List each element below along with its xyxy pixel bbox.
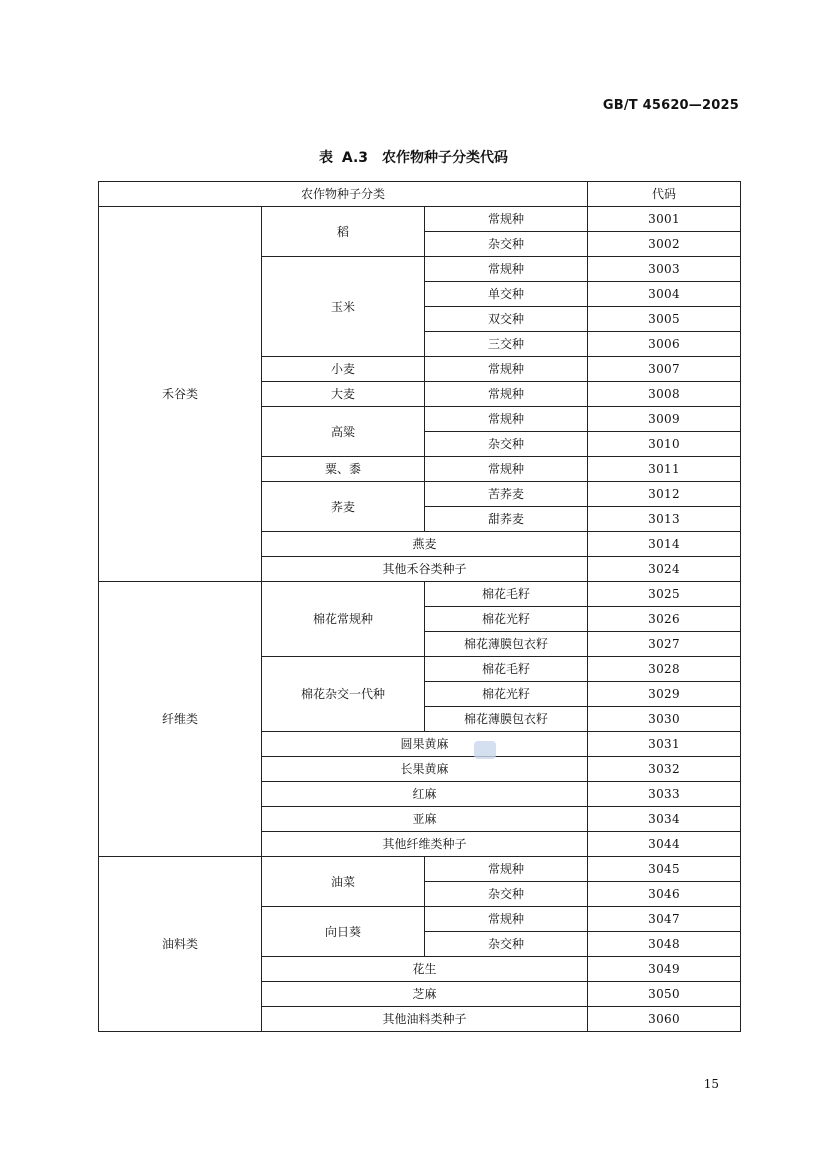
- variety-cell: 常规种: [425, 257, 588, 282]
- crop-cell: 大麦: [262, 382, 425, 407]
- table-header-row: [99, 182, 741, 207]
- code-cell: 3047: [588, 907, 741, 932]
- code-cell: 3045: [588, 857, 741, 882]
- table-row: [99, 582, 741, 607]
- merged-crop-cell: 圆果黄麻: [262, 732, 588, 757]
- code-cell: 3050: [588, 982, 741, 1007]
- code-cell: 3033: [588, 782, 741, 807]
- variety-cell: 常规种: [425, 457, 588, 482]
- code-cell: 3010: [588, 432, 741, 457]
- merged-crop-cell: 花生: [262, 957, 588, 982]
- variety-cell: 苦荞麦: [425, 482, 588, 507]
- merged-crop-cell: 长果黄麻: [262, 757, 588, 782]
- code-cell: 3003: [588, 257, 741, 282]
- merged-crop-cell: 其他油料类种子: [262, 1007, 588, 1032]
- crop-cell: 油菜: [262, 857, 425, 907]
- code-cell: 3032: [588, 757, 741, 782]
- merged-crop-cell: 其他纤维类种子: [262, 832, 588, 857]
- crop-seed-code-table: [98, 181, 741, 1032]
- variety-cell: 杂交种: [425, 432, 588, 457]
- table-row: [99, 857, 741, 882]
- table-row: [99, 207, 741, 232]
- variety-cell: 甜荞麦: [425, 507, 588, 532]
- crop-cell: 小麦: [262, 357, 425, 382]
- merged-crop-cell: 其他禾谷类种子: [262, 557, 588, 582]
- code-cell: 3005: [588, 307, 741, 332]
- variety-cell: 棉花毛籽: [425, 582, 588, 607]
- variety-cell: 常规种: [425, 207, 588, 232]
- variety-cell: 常规种: [425, 907, 588, 932]
- crop-cell: 玉米: [262, 257, 425, 357]
- code-cell: 3009: [588, 407, 741, 432]
- variety-cell: 棉花光籽: [425, 607, 588, 632]
- variety-cell: 常规种: [425, 407, 588, 432]
- code-cell: 3002: [588, 232, 741, 257]
- code-cell: 3027: [588, 632, 741, 657]
- code-cell: 3004: [588, 282, 741, 307]
- crop-cell: 棉花杂交一代种: [262, 657, 425, 732]
- crop-cell: 粟、黍: [262, 457, 425, 482]
- code-cell: 3030: [588, 707, 741, 732]
- code-cell: 3001: [588, 207, 741, 232]
- merged-crop-cell: 燕麦: [262, 532, 588, 557]
- variety-cell: 常规种: [425, 357, 588, 382]
- code-cell: 3024: [588, 557, 741, 582]
- code-cell: 3026: [588, 607, 741, 632]
- variety-cell: 单交种: [425, 282, 588, 307]
- code-cell: 3012: [588, 482, 741, 507]
- header-category: 农作物种子分类: [99, 182, 588, 207]
- code-cell: 3011: [588, 457, 741, 482]
- code-cell: 3007: [588, 357, 741, 382]
- variety-cell: 杂交种: [425, 232, 588, 257]
- variety-cell: 三交种: [425, 332, 588, 357]
- variety-cell: 常规种: [425, 857, 588, 882]
- variety-cell: 常规种: [425, 382, 588, 407]
- sac-watermark-logo: [474, 741, 496, 759]
- merged-crop-cell: 亚麻: [262, 807, 588, 832]
- code-cell: 3029: [588, 682, 741, 707]
- code-cell: 3025: [588, 582, 741, 607]
- crop-cell: 荞麦: [262, 482, 425, 532]
- variety-cell: 杂交种: [425, 882, 588, 907]
- variety-cell: 双交种: [425, 307, 588, 332]
- variety-cell: 杂交种: [425, 932, 588, 957]
- table-title: 表 A.3 农作物种子分类代码: [318, 150, 509, 166]
- crop-cell: 向日葵: [262, 907, 425, 957]
- code-cell: 3006: [588, 332, 741, 357]
- crop-cell: 高粱: [262, 407, 425, 457]
- code-cell: 3034: [588, 807, 741, 832]
- variety-cell: 棉花薄膜包衣籽: [425, 707, 588, 732]
- merged-crop-cell: 红麻: [262, 782, 588, 807]
- category-cell: 纤维类: [99, 582, 262, 857]
- document-code: GB/T 45620—2025: [602, 98, 739, 113]
- code-cell: 3049: [588, 957, 741, 982]
- code-cell: 3046: [588, 882, 741, 907]
- header-code: 代码: [588, 182, 741, 207]
- code-cell: 3014: [588, 532, 741, 557]
- code-cell: 3044: [588, 832, 741, 857]
- variety-cell: 棉花毛籽: [425, 657, 588, 682]
- crop-cell: 稻: [262, 207, 425, 257]
- code-cell: 3060: [588, 1007, 741, 1032]
- page-number: 15: [703, 1077, 719, 1091]
- category-cell: 油料类: [99, 857, 262, 1032]
- variety-cell: 棉花光籽: [425, 682, 588, 707]
- category-cell: 禾谷类: [99, 207, 262, 582]
- code-cell: 3008: [588, 382, 741, 407]
- code-cell: 3031: [588, 732, 741, 757]
- merged-crop-cell: 芝麻: [262, 982, 588, 1007]
- code-cell: 3013: [588, 507, 741, 532]
- code-cell: 3028: [588, 657, 741, 682]
- variety-cell: 棉花薄膜包衣籽: [425, 632, 588, 657]
- code-cell: 3048: [588, 932, 741, 957]
- crop-cell: 棉花常规种: [262, 582, 425, 657]
